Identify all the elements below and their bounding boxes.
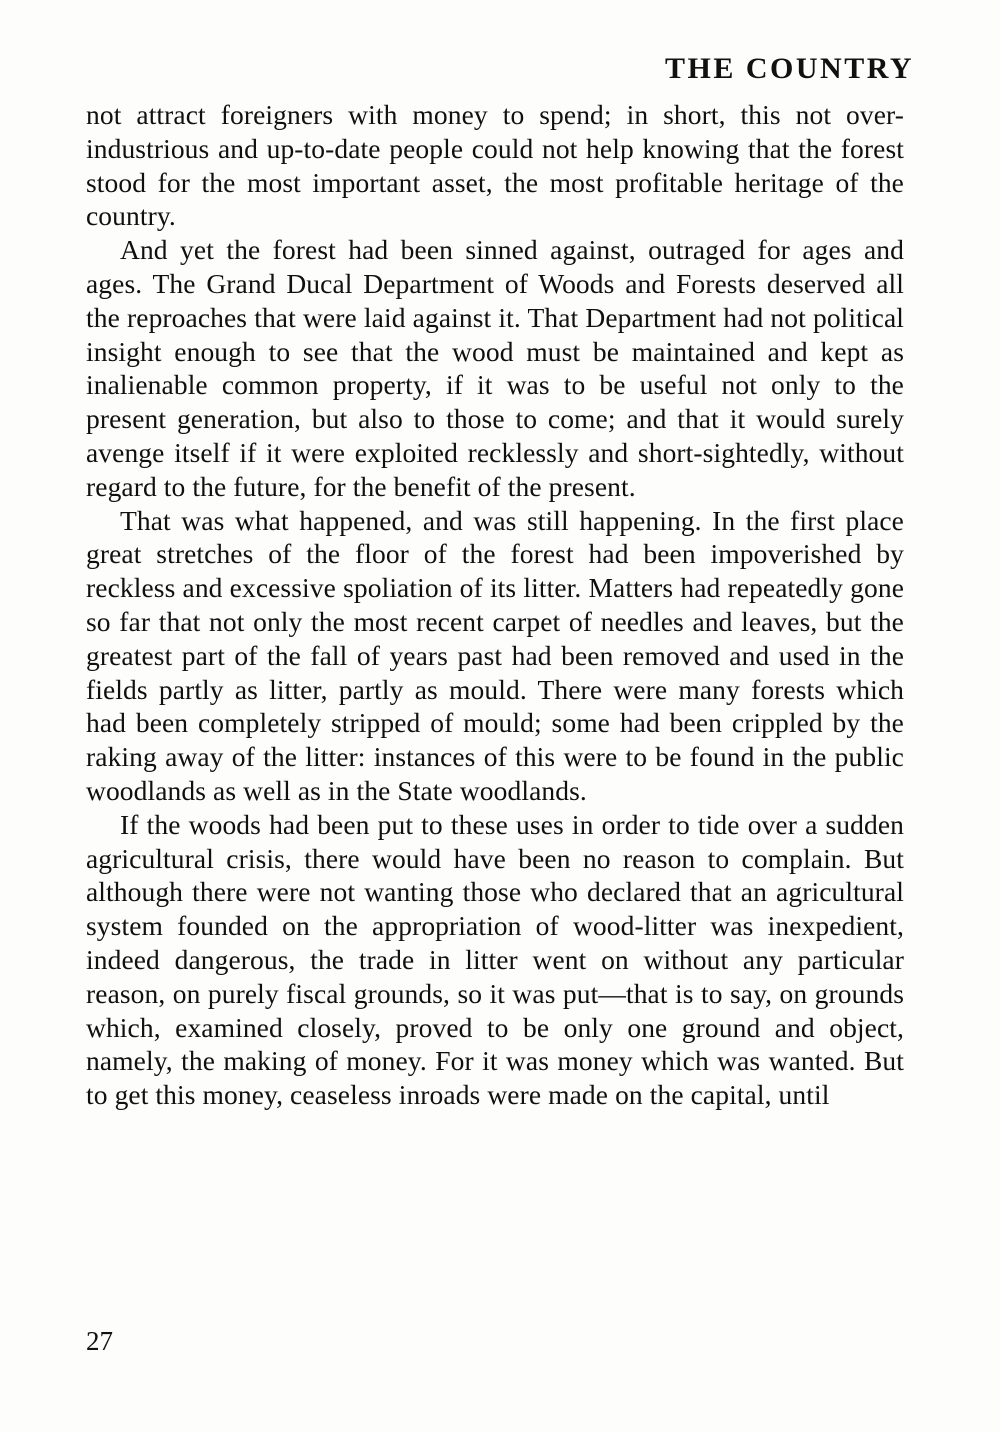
paragraph: If the woods had been put to these uses in order to tide over a sudden agricultural crisis, there would have been no reason to complain. But although there were not wanting those who declared that an agricultural system founded on the appropriation of wood-litter was inexpedient, indeed dangerous, the trade in litter went on without any particular reason, on purely fiscal grounds, so it was put—that is to say, on grounds which, examined closely, proved to be only one ground and object, namely, the making of money. For it was money which was wanted. But to get this money, ceaseless inroads were made on the capital, until bbox=[86, 808, 904, 1111]
paragraph: That was what happened, and was still happening. In the first place great stretches of the floor of the forest had been impoverished by reckless and excessive spoliation of its litter. Matters had repeatedly gone so far that not only the most recent carpet of needles and leaves, but the greatest part of the fall of years past had been removed and used in the fields partly as litter, partly as mould. There were many forests which had been completely stripped of mould; some had been crippled by the raking away of the litter: instances of this were to be found in the public woodlands as well as in the State woodlands. bbox=[86, 504, 904, 806]
running-head: THE COUNTRY bbox=[665, 52, 914, 85]
paragraph: not attract foreigners with money to spend; in short, this not over-industrious and up-to-date people could not help knowing that the forest stood for the most important asset, the most profitable heritage of the country. bbox=[86, 99, 904, 232]
body-text-block bbox=[86, 98, 904, 1112]
paragraph: And yet the forest had been sinned against, outraged for ages and ages. The Grand Ducal Department of Woods and Forests deserved all the reproaches that were laid against it. That Department had not political insight enough to see that the wood must be maintained and kept as inalienable common property, if it was to be useful not only to the present generation, but also to those to come; and that it would surely avenge itself if it were exploited recklessly and short-sightedly, without regard to the future, for the benefit of the present. bbox=[86, 234, 904, 502]
page-number: 27 bbox=[86, 1326, 113, 1356]
